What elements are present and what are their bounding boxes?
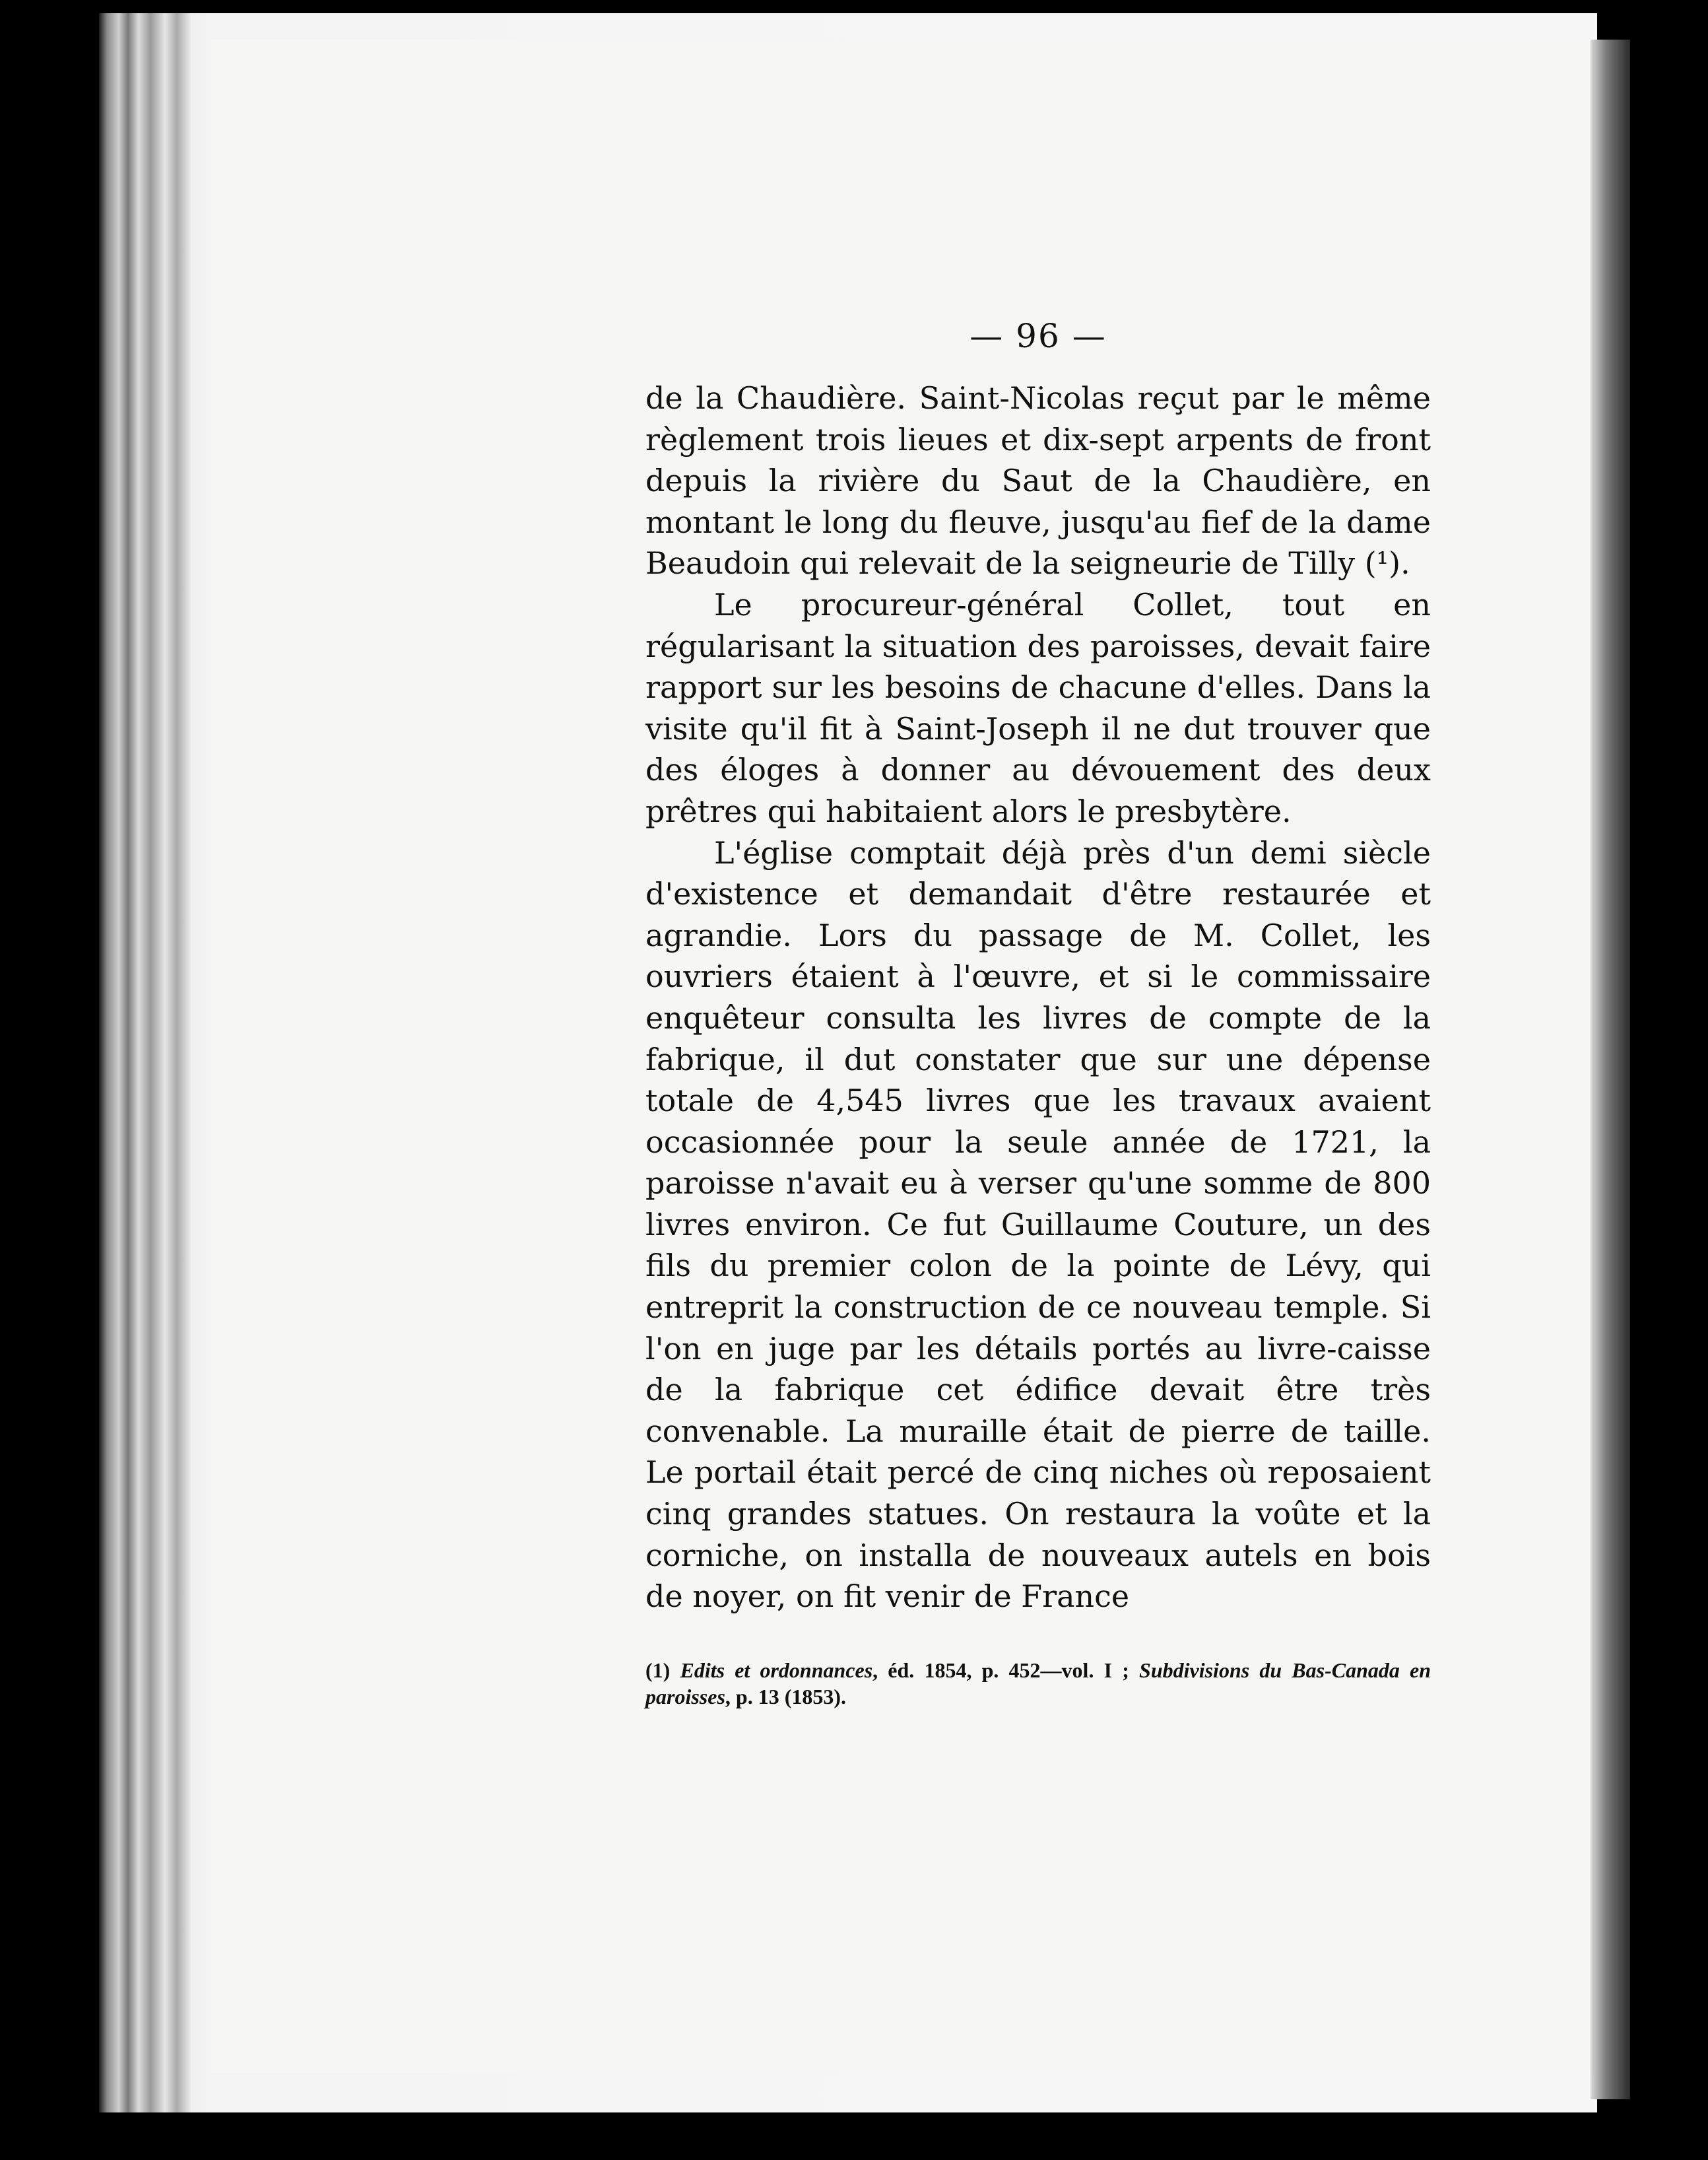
page-edge-shadow — [1591, 40, 1630, 2099]
paragraph-1: de la Chaudière. Saint-Nicolas reçut par le même règlement trois lieues et dix-sept arpents de front depuis la rivière du Saut de la Chaudière, en montant le long du fleuve, jusqu'au fief de la dame Beaudoin qui relevait de la seigneurie de Tilly (¹). — [645, 380, 1431, 582]
footnote-title-1: Edits et ordonnances — [680, 1658, 873, 1682]
footnote-spacer — [645, 1617, 1431, 1657]
footnote — [645, 1657, 1431, 1710]
paragraph-3: L'église comptait déjà près d'un demi siècle d'existence et demandait d'être restaurée et agrandie. Lors du passage de M. Collet, les ouvriers étaient à l'œuvre, et si le commissaire enquêteur consulta les livres de compte de la fabrique, il dut constater que sur une dépense totale de 4,545 livres que les travaux avaient occasionnée pour la seule année de 1721, la paroisse n'avait eu à verser qu'une somme de 800 livres environ. Ce fut Guillaume Couture, un des fils du premier colon de la pointe de Lévy, qui entreprit la construction de ce nouveau temple. Si l'on en juge par les détails portés au livre-caisse de la fabrique cet édifice devait être très convenable. La muraille était de pierre de taille. Le portail était percé de cinq niches où reposaient cinq grandes statues. On restaura la voûte et la corniche, on installa de nouveaux autels en bois de noyer, on fit venir de France — [645, 834, 1431, 1615]
footnote-text-1: , éd. 1854, p. 452—vol. I ; — [872, 1658, 1140, 1682]
footnote-marker: (1) — [645, 1658, 671, 1682]
footnote-title-2: Subdivisions du Bas-Canada en paroisses — [645, 1658, 1431, 1708]
page-content — [645, 317, 1431, 1710]
paragraph-2: Le procureur-général Collet, tout en régularisant la situation des paroisses, devait faire rapport sur les besoins de chacune d'elles. Dans la visite qu'il fit à Saint-Joseph il ne dut trouver que des éloges à donner au dévouement des deux prêtres qui habitaient alors le presbytère. — [645, 586, 1431, 829]
footnote-text-2: , p. 13 (1853). — [725, 1684, 847, 1708]
page-number: — 96 — — [969, 317, 1107, 355]
